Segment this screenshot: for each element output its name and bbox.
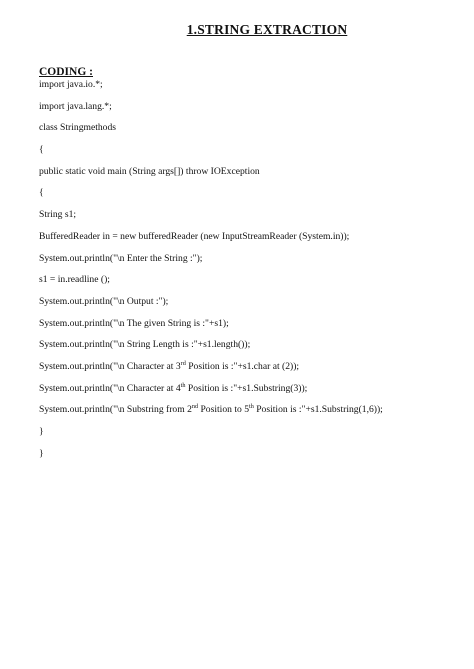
code-line-text: Position to 5 xyxy=(198,404,249,416)
code-line-text: } xyxy=(39,426,44,437)
code-line-text: public static void main (String args[]) throw IOException xyxy=(39,165,260,177)
code-line-text: import java.lang.*; xyxy=(39,100,112,112)
code-line-text: { xyxy=(39,187,44,199)
ordinal-superscript: rd xyxy=(180,359,186,367)
code-line xyxy=(39,297,454,307)
code-line xyxy=(39,167,454,177)
code-line xyxy=(39,449,454,459)
code-line-text: class Stringmethods xyxy=(39,122,117,134)
ordinal-superscript: th xyxy=(180,381,186,389)
code-line xyxy=(39,340,454,350)
code-listing xyxy=(39,80,454,470)
ordinal-superscript: nd xyxy=(191,403,199,411)
code-line-text: System.out.println("\n Character at 4 xyxy=(39,382,181,394)
code-line xyxy=(39,359,454,372)
code-line-text: } xyxy=(39,447,44,459)
code-line xyxy=(39,102,454,112)
code-line-text: BufferedReader in = new bufferedReader (new InputStreamReader (System.in)); xyxy=(39,230,350,242)
code-line xyxy=(39,381,454,394)
code-line-text: System.out.println("\n The given String is :"+s1); xyxy=(39,317,229,329)
code-line xyxy=(39,145,454,155)
code-line xyxy=(39,210,454,220)
code-line-text: Position is :"+s1.char at (2)); xyxy=(185,360,300,372)
code-line-text: System.out.println("\n String Length is :"+s1.length()); xyxy=(39,339,251,351)
code-line xyxy=(39,80,454,90)
code-line-text: String s1; xyxy=(39,209,77,221)
code-line xyxy=(39,188,454,198)
code-line xyxy=(39,232,454,242)
code-line xyxy=(39,427,454,437)
code-line-text: Position is :"+s1.Substring(1,6)); xyxy=(253,404,383,416)
code-line xyxy=(39,319,454,329)
code-line xyxy=(39,254,454,264)
code-line xyxy=(39,405,454,415)
code-line-text: System.out.println("\n Enter the String :"); xyxy=(39,252,203,264)
code-line-text: Position is :"+s1.Substring(3)); xyxy=(185,382,308,394)
code-line xyxy=(39,123,454,133)
code-line-text: s1 = in.readline (); xyxy=(39,274,110,286)
code-line-text: System.out.println("\n Output :"); xyxy=(39,295,169,307)
code-line xyxy=(39,275,454,285)
code-line-text: import java.io.*; xyxy=(39,79,103,90)
code-line-text: System.out.println("\n Character at 3 xyxy=(39,360,181,372)
ordinal-superscript: th xyxy=(249,403,254,411)
code-line-text: System.out.println("\n Substring from 2 xyxy=(39,404,192,416)
section-heading: CODING : xyxy=(39,66,93,78)
code-line-text: { xyxy=(39,144,44,156)
page-title: 1.STRING EXTRACTION xyxy=(186,22,348,37)
